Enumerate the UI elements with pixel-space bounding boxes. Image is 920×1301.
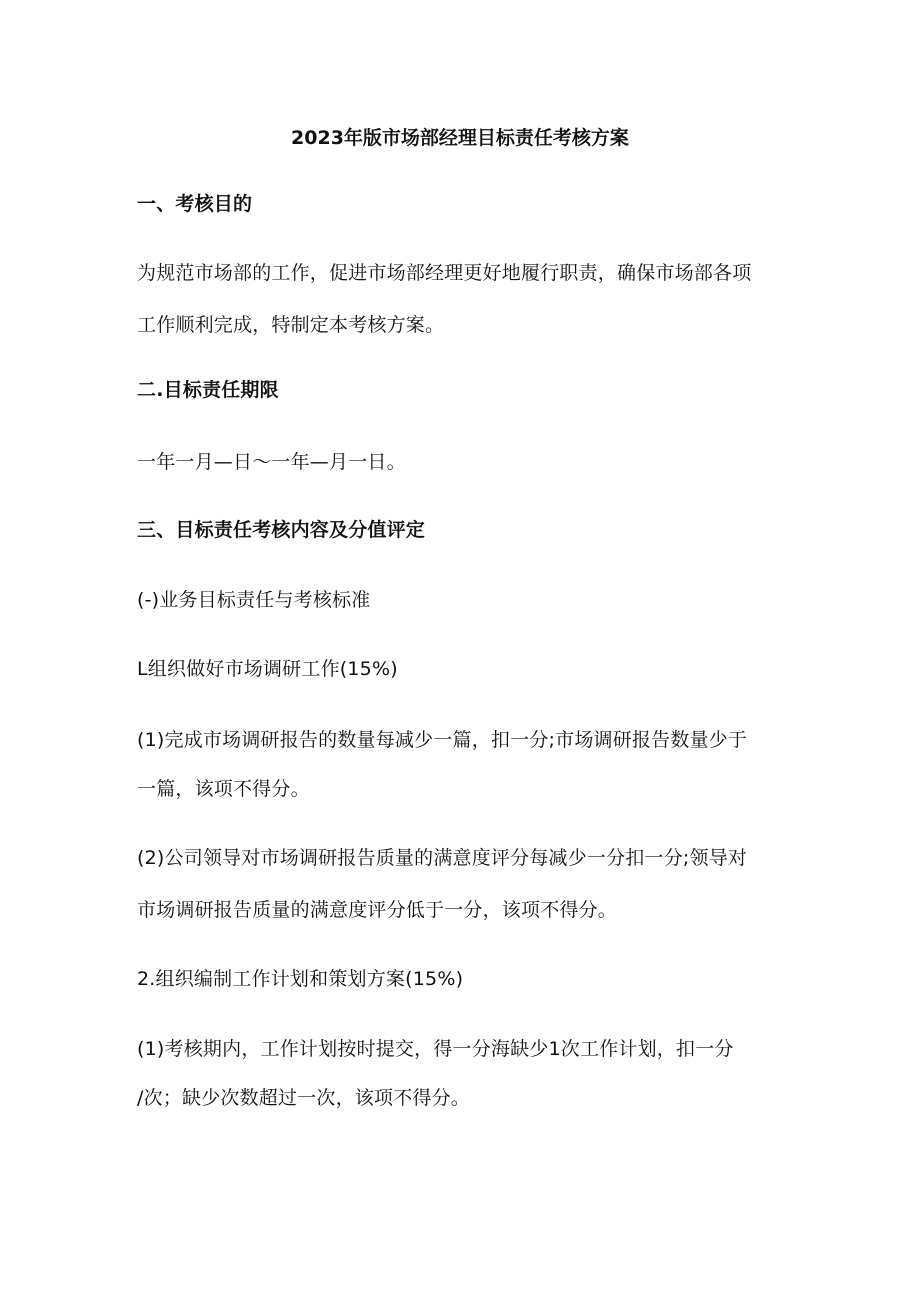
item-2-title: 2.组织编制工作计划和策划方案(15%) (137, 968, 464, 990)
purpose-paragraph-line-2: 工作顺利完成，特制定本考核方案。 (137, 314, 445, 336)
item-2-point-1-line-2: /次；缺少次数超过一次，该项不得分。 (137, 1087, 471, 1109)
section-heading-purpose: 一、考核目的 (137, 193, 253, 215)
purpose-paragraph-line-1: 为规范市场部的工作，促进市场部经理更好地履行职责，确保市场部各项 (137, 262, 752, 284)
period-text: 一年一月—日～一年—月一日。 (137, 451, 406, 473)
item-1-point-2-line-1: (2)公司领导对市场调研报告质量的满意度评分每减少一分扣一分;领导对 (137, 847, 748, 869)
subsection-heading-business: (-)业务目标责任与考核标准 (137, 589, 371, 611)
item-1-point-2-line-2: 市场调研报告质量的满意度评分低于一分，该项不得分。 (137, 899, 618, 921)
item-1-point-1-line-2: 一篇，该项不得分。 (137, 778, 310, 800)
document-title: 2023年版市场部经理目标责任考核方案 (291, 127, 629, 149)
item-1-point-1-line-1: (1)完成市场调研报告的数量每减少一篇，扣一分;市场调研报告数量少于 (137, 729, 748, 751)
section-heading-period: 二.目标责任期限 (137, 379, 279, 401)
item-2-point-1-line-1: (1)考核期内，工作计划按时提交，得一分海缺少1次工作计划，扣一分 (137, 1038, 734, 1060)
item-1-title: L组织做好市场调研工作(15%) (137, 658, 398, 680)
section-heading-content: 三、目标责任考核内容及分值评定 (137, 519, 426, 541)
